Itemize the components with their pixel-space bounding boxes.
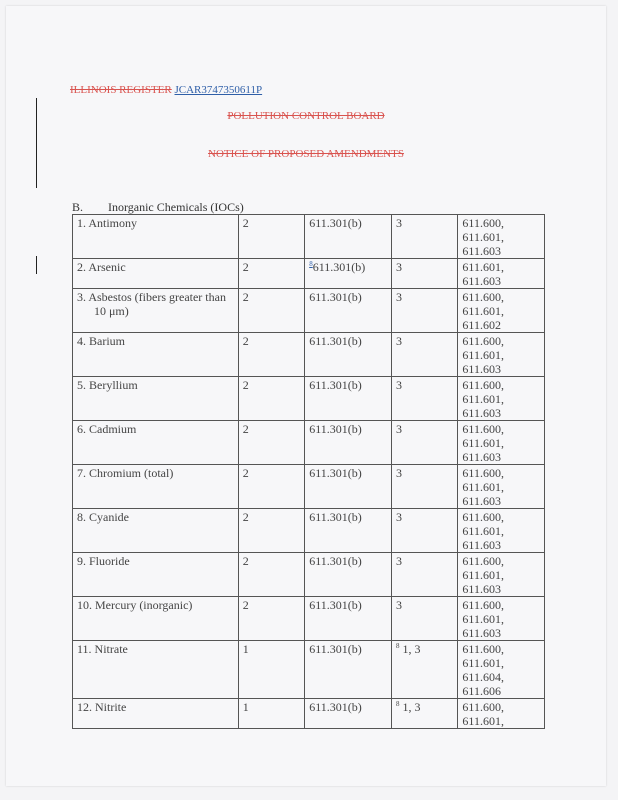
section-ref-cell [305,377,392,421]
column-2-value: 1 [242,642,249,656]
reference-item: 611.603 [462,538,501,552]
contaminant-name: 8. Cyanide [77,510,129,524]
section-ref-cell [305,215,392,259]
table-row [73,597,545,641]
footnote-marker: 8 [395,642,400,650]
column-2-cell [238,553,304,597]
column-4-cell [391,641,457,699]
contaminant-cell [73,289,239,333]
contaminant-cell [73,421,239,465]
column-2-value: 2 [242,260,249,274]
section-ref-cell [305,597,392,641]
reference-item: 611.603 [462,362,501,376]
column-4-value: 3 [395,598,402,612]
reference-list-cell [458,699,545,729]
column-2-cell [238,289,304,333]
column-2-cell [238,465,304,509]
register-header [70,84,262,96]
reference-item: 611.601, [462,436,504,450]
section-ref: 611.301(b) [309,700,362,714]
column-2-value: 2 [242,422,249,436]
ioc-table [72,214,545,729]
reference-list-cell [458,553,545,597]
column-4-value: 3 [395,216,402,230]
column-2-value: 2 [242,378,249,392]
reference-item: 611.603 [462,582,501,596]
contaminant-cell [73,259,239,289]
reference-item: 611.600, [462,598,504,612]
column-4-cell [391,509,457,553]
column-4-value: 3 [395,290,402,304]
column-2-value: 2 [242,598,249,612]
table-row [73,333,545,377]
contaminant-name: 2. Arsenic [77,260,126,274]
reference-item: 611.600, [462,290,504,304]
reference-item: 611.600, [462,216,504,230]
contaminant-name: 6. Cadmium [77,422,137,436]
contaminant-name: 4. Barium [77,334,125,348]
contaminant-cell [73,333,239,377]
reference-list-cell [458,215,545,259]
section-ref: 611.301(b) [309,466,362,480]
column-4-cell [391,215,457,259]
contaminant-name: 1. Antimony [77,216,138,230]
column-2-cell [238,597,304,641]
column-4-cell [391,333,457,377]
column-2-cell [238,699,304,729]
reference-item: 611.600, [462,378,504,392]
contaminant-cell [73,597,239,641]
table-row [73,215,545,259]
section-ref-cell [305,289,392,333]
section-ref: 611.301(b) [309,290,362,304]
reference-list-cell [458,421,545,465]
footnote-marker: 8 [395,700,400,708]
footnote-marker[interactable]: 8 [309,260,313,268]
column-2-value: 2 [242,466,249,480]
section-ref: 611.301(b) [312,260,366,274]
column-2-cell [238,259,304,289]
column-4-value: 3 [395,510,402,524]
table-row [73,289,545,333]
contaminant-cell [73,553,239,597]
reference-item: 611.603 [462,244,501,258]
contaminant-name: 9. Fluoride [77,554,130,568]
reference-item: 611.603 [462,274,501,288]
reference-list-cell [458,289,545,333]
column-2-value: 2 [242,216,249,230]
reference-item: 611.601, [462,612,504,626]
section-letter: B. [72,200,84,214]
reference-list-cell [458,509,545,553]
section-ref-cell [305,465,392,509]
reference-item: 611.604, [462,670,504,684]
notice-title: NOTICE OF PROPOSED AMENDMENTS [208,148,404,160]
reference-list-cell [458,641,545,699]
reference-item: 611.601, [462,304,504,318]
reference-item: 611.601, [462,260,504,274]
reference-item: 611.600, [462,510,504,524]
column-4-value: 3 [395,554,402,568]
column-4-value: 3 [395,422,402,436]
column-2-value: 1 [242,700,249,714]
contaminant-name: 11. Nitrate [77,642,128,656]
section-ref: 611.301(b) [309,334,362,348]
reference-item: 611.601, [462,524,504,538]
contaminant-name: 5. Beryllium [77,378,138,392]
reference-item: 611.601, [462,714,504,728]
section-ref: 611.301(b) [309,510,362,524]
reference-item: 611.601, [462,348,504,362]
reference-item: 611.600, [462,422,504,436]
reference-item: 611.601, [462,392,504,406]
reference-item: 611.600, [462,554,504,568]
reference-list-cell [458,333,545,377]
column-2-value: 2 [242,334,249,348]
column-2-value: 2 [242,510,249,524]
section-ref-cell [305,333,392,377]
board-title: POLLUTION CONTROL BOARD [227,110,385,122]
contaminant-name-cont: 10 μm) [94,304,129,318]
section-ref-cell [305,699,392,729]
reference-list-cell [458,377,545,421]
section-ref: 611.301(b) [309,378,362,392]
section-ref: 611.301(b) [309,554,362,568]
contaminant-cell [73,465,239,509]
column-4-cell [391,465,457,509]
column-4-cell [391,597,457,641]
column-2-cell [238,377,304,421]
column-4-value: 3 [395,378,402,392]
section-ref: 611.301(b) [309,598,362,612]
table-row [73,509,545,553]
contaminant-cell [73,699,239,729]
column-4-cell [391,553,457,597]
section-ref-cell [305,421,392,465]
section-ref: 611.301(b) [309,642,362,656]
reference-item: 611.603 [462,494,501,508]
column-2-cell [238,509,304,553]
reference-item: 611.600, [462,334,504,348]
contaminant-name: 7. Chromium (total) [77,466,174,480]
column-4-cell [391,289,457,333]
contaminant-cell [73,641,239,699]
section-ref-cell [305,259,392,289]
inserted-register-id: JCAR3747350611P [174,84,263,96]
reference-item: 611.601, [462,230,504,244]
contaminant-name: 3. Asbestos (fibers greater than [77,290,226,304]
reference-item: 611.602 [462,318,501,332]
section-ref: 611.301(b) [309,422,362,436]
contaminant-name: 10. Mercury (inorganic) [77,598,193,612]
section-title-text: Inorganic Chemicals (IOCs) [108,200,244,214]
document-page [6,6,606,786]
section-ref-cell [305,641,392,699]
column-4-value: 3 [395,334,402,348]
reference-list-cell [458,597,545,641]
column-4-value: 1, 3 [402,700,421,714]
contaminant-cell [73,215,239,259]
reference-item: 611.606 [462,684,501,698]
contaminant-cell [73,377,239,421]
section-ref-cell [305,553,392,597]
reference-list-cell [458,259,545,289]
reference-list-cell [458,465,545,509]
column-2-cell [238,215,304,259]
column-4-value: 3 [395,260,402,274]
column-2-cell [238,333,304,377]
reference-item: 611.600, [462,642,504,656]
reference-item: 611.601, [462,568,504,582]
struck-register-title: ILLINOIS REGISTER [70,84,172,96]
reference-item: 611.600, [462,466,504,480]
reference-item: 611.601, [462,480,504,494]
column-2-value: 2 [242,290,249,304]
table-row [73,465,545,509]
column-4-value: 1, 3 [402,642,421,656]
column-4-value: 3 [395,466,402,480]
column-4-cell [391,377,457,421]
column-2-value: 2 [242,554,249,568]
section-ref: 611.301(b) [309,216,362,230]
reference-item: 611.600, [462,700,504,714]
column-2-cell [238,641,304,699]
table-row [73,641,545,699]
column-4-cell [391,421,457,465]
column-4-cell [391,699,457,729]
revision-bar [36,256,37,274]
table-row [73,377,545,421]
table-row [73,553,545,597]
reference-item: 611.601, [462,656,504,670]
contaminant-name: 12. Nitrite [77,700,127,714]
reference-item: 611.603 [462,450,501,464]
section-heading [72,200,244,215]
contaminant-cell [73,509,239,553]
table-row [73,699,545,729]
section-ref-cell [305,509,392,553]
column-2-cell [238,421,304,465]
table-row [73,421,545,465]
reference-item: 611.603 [462,406,501,420]
column-4-cell [391,259,457,289]
table-row [73,259,545,289]
reference-item: 611.603 [462,626,501,640]
